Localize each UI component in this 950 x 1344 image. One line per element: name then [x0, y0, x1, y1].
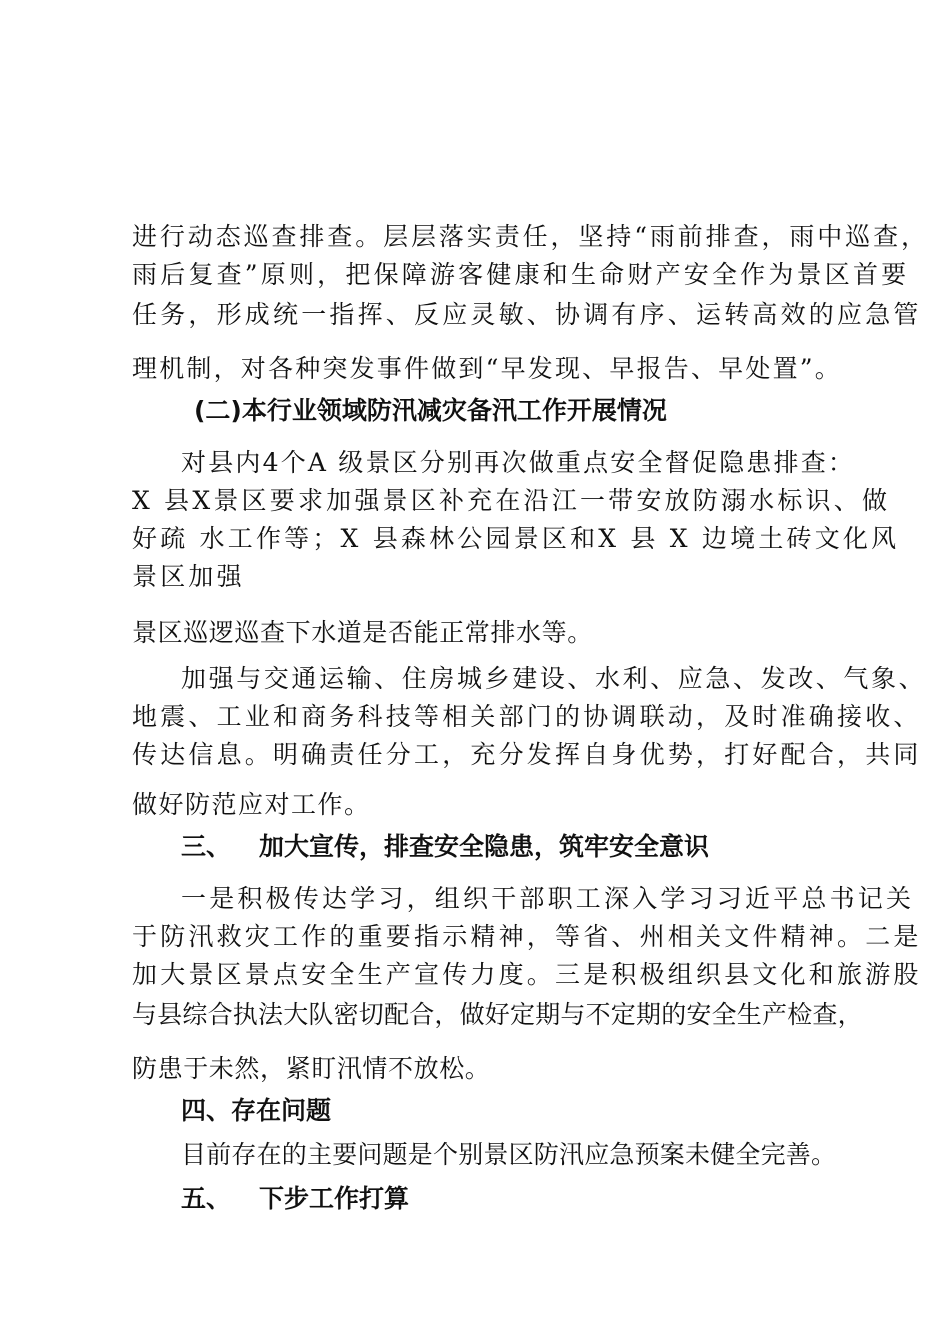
- body-text-line: 任务，形成统一指挥、反应灵敏、协调有序、运转高效的应急管: [132, 300, 922, 329]
- section-heading: [181, 832, 709, 862]
- section-title: 下步工作打算: [259, 1184, 410, 1213]
- body-text-line: 对县内4个A 级景区分别再次做重点安全督促隐患排查：: [181, 448, 856, 477]
- body-text-line: 地震、工业和商务科技等相关部门的协调联动，及时准确接收、: [132, 702, 922, 731]
- body-text-line: 与县综合执法大队密切配合，做好定期与不定期的安全生产检查，: [132, 1000, 863, 1029]
- body-text-line: 目前存在的主要问题是个别景区防汛应急预案未健全完善。: [181, 1140, 837, 1169]
- body-text-line: 理机制，对各种突发事件做到“早发现、早报告、早处置”。: [132, 354, 842, 383]
- body-text-line: 景区加强: [132, 562, 245, 591]
- body-text-line: 于防汛救灾工作的重要指示精神，等省、州相关文件精神。二是: [132, 922, 922, 951]
- body-text-line: 防患于未然，紧盯汛情不放松。: [132, 1054, 491, 1083]
- body-text-line: 传达信息。明确责任分工，充分发挥自身优势，打好配合，共同: [132, 740, 922, 769]
- body-text-line: 加强与交通运输、住房城乡建设、水利、应急、发改、气象、: [181, 664, 927, 693]
- body-text-line: 一是积极传达学习，组织干部职工深入学习习近平总书记关: [181, 884, 915, 913]
- section-heading: [181, 1184, 409, 1214]
- section-title: 加大宣传，排查安全隐患，筑牢安全意识: [259, 832, 710, 861]
- section-heading: (二)本行业领域防汛减灾备汛工作开展情况: [194, 396, 667, 425]
- body-text-line: 进行动态巡查排查。层层落实责任，坚持“雨前排查，雨中巡查，: [132, 222, 929, 251]
- section-number: 三、: [181, 832, 232, 861]
- section-number: 五、: [181, 1184, 232, 1213]
- body-text-line: 景区巡逻巡查下水道是否能正常排水等。: [132, 618, 593, 647]
- body-text-line: 雨后复查”原则，把保障游客健康和生命财产安全作为景区首要: [132, 260, 910, 289]
- body-text-line: X 县X景区要求加强景区补充在沿江一带安放防溺水标识、做: [132, 486, 891, 515]
- body-text-line: 做好防范应对工作。: [132, 790, 371, 819]
- body-text-line: 好疏 水工作等；X 县森林公园景区和X 县 X 边境土砖文化风: [132, 524, 900, 553]
- body-text-line: 加大景区景点安全生产宣传力度。三是积极组织县文化和旅游股: [132, 960, 922, 989]
- section-heading: 四、存在问题: [181, 1096, 332, 1125]
